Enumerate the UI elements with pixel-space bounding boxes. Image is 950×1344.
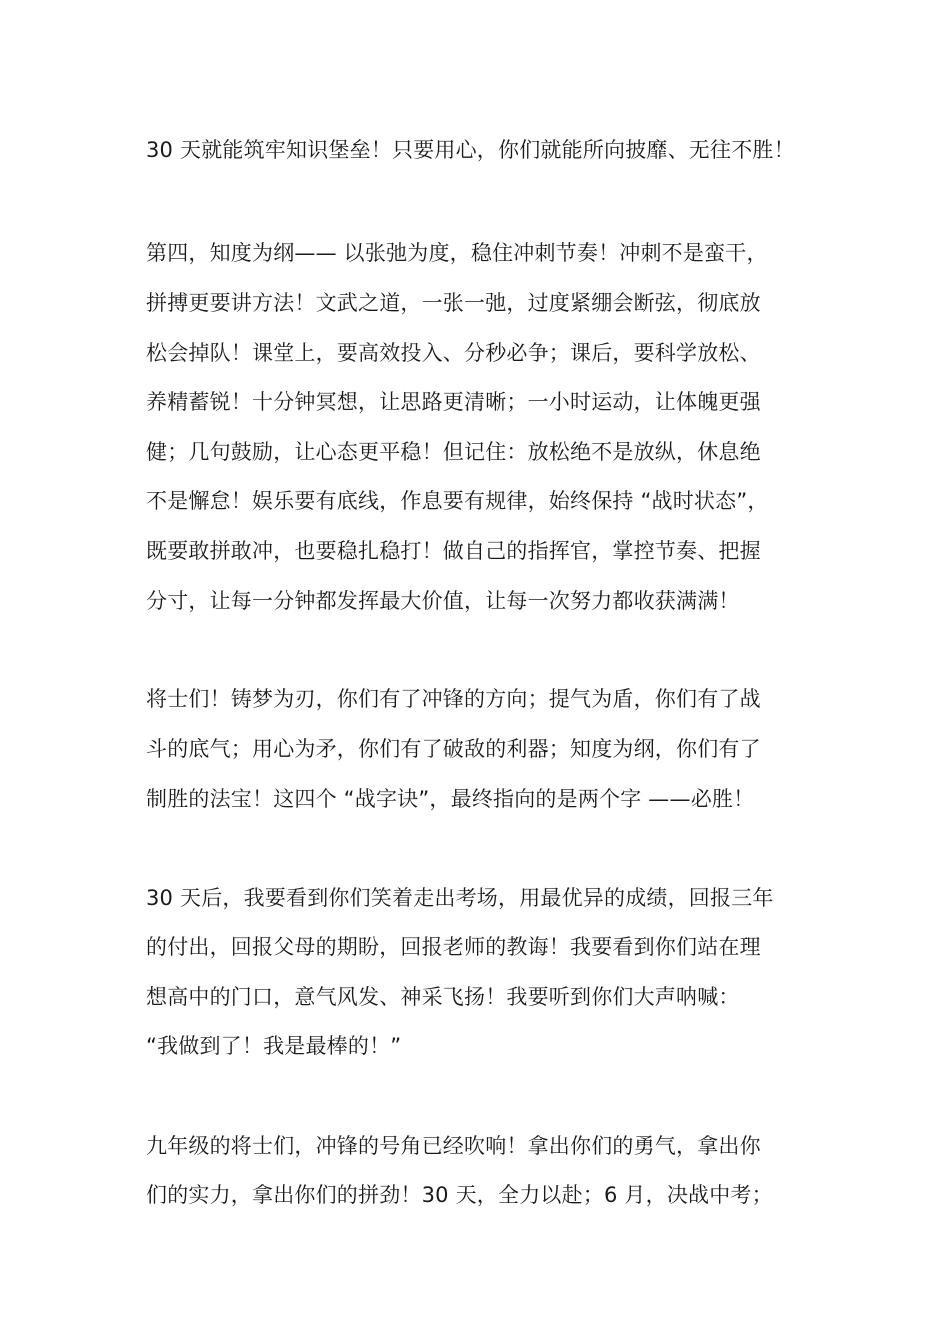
text-line: 九年级的将士们，冲锋的号角已经吹响！拿出你们的勇气，拿出你	[146, 1134, 761, 1158]
text-line: 分寸，让每一分钟都发挥最大价值，让每一次努力都收获满满！	[146, 589, 740, 613]
text-line: 拼搏更要讲方法！文武之道，一张一弛，过度紧绷会断弦，彻底放	[146, 291, 761, 315]
text-line: 不是懈怠！娱乐要有底线，作息要有规律，始终保持 “战时状态”，	[146, 489, 769, 513]
text-line: 制胜的法宝！这四个 “战字诀”，最终指向的是两个字 ——必胜！	[146, 787, 755, 811]
text-line: 30 天后，我要看到你们笑着走出考场，用最优异的成绩，回报三年	[146, 886, 774, 910]
text-line: 既要敢拼敢冲，也要稳扎稳打！做自己的指挥官，掌控节奏、把握	[146, 539, 761, 563]
text-line: 松会掉队！课堂上，要高效投入、分秒必争；课后，要科学放松、	[146, 341, 761, 365]
text-line: 们的实力，拿出你们的拼劲！30 天，全力以赴；6 月，决战中考；	[146, 1183, 773, 1207]
text-line: 养精蓄锐！十分钟冥想，让思路更清晰；一小时运动，让体魄更强	[146, 390, 761, 414]
text-line: 想高中的门口，意气风发、神采飞扬！我要听到你们大声呐喊：	[146, 985, 740, 1009]
text-line: 健；几句鼓励，让心态更平稳！但记住：放松绝不是放纵，休息绝	[146, 440, 761, 464]
text-line: 第四，知度为纲—— 以张弛为度，稳住冲刺节奏！冲刺不是蛮干，	[146, 241, 768, 265]
text-line: 的付出，回报父母的期盼，回报老师的教诲！我要看到你们站在理	[146, 935, 761, 959]
text-line: “我做到了！我是最棒的！”	[146, 1034, 402, 1058]
text-line: 斗的底气；用心为矛，你们有了破敌的利器；知度为纲，你们有了	[146, 737, 761, 761]
text-line: 将士们！铸梦为刃，你们有了冲锋的方向；提气为盾，你们有了战	[146, 687, 761, 711]
text-line: 30 天就能筑牢知识堡垒！只要用心，你们就能所向披靡、无往不胜！	[146, 138, 795, 162]
